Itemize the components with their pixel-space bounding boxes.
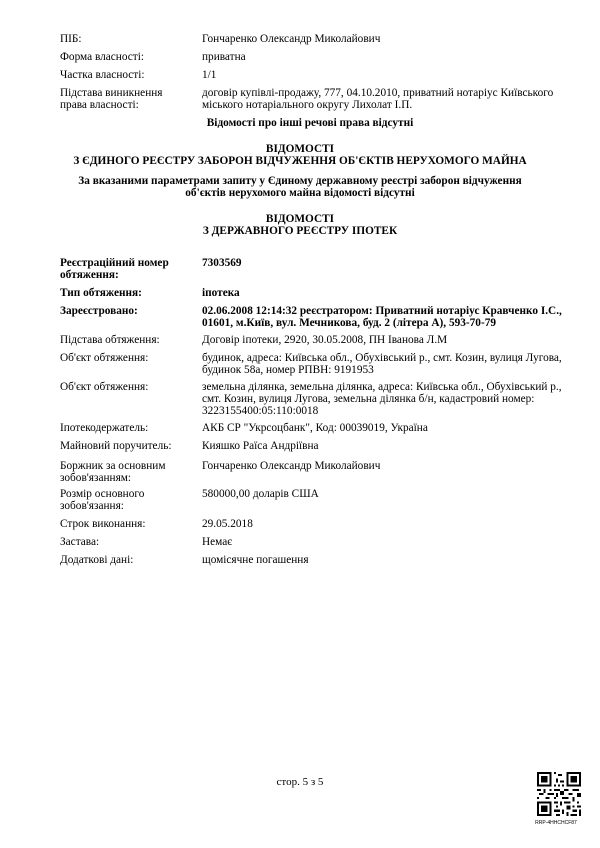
qr-code-caption: RRP-4HHCHCF87 [535, 820, 577, 826]
field-label: Форма власності: [60, 51, 145, 63]
field-value: Договір іпотеки, 2920, 30.05.2008, ПН Іванова Л.М [202, 334, 448, 346]
field-value: 7303569 [202, 257, 242, 269]
field-value: договір купівлі-продажу, 777, 04.10.2010, приватний нотаріус Київського міського нотаріального округу Лихолат І.П. [202, 87, 554, 111]
field-value: 29.05.2018 [202, 518, 253, 530]
field-value: Кияшко Раїса Андріївна [202, 440, 319, 452]
field-value: 1/1 [202, 69, 217, 81]
field-label: Боржник за основним зобов'язанням: [60, 460, 166, 484]
field-value: 02.06.2008 12:14:32 реєстратором: Приватний нотаріус Кравченко І.С., 01601, м.Київ, вул. Мечникова, буд. 2 (літера А), 593-70-79 [202, 305, 562, 329]
qr-code-icon [537, 772, 581, 816]
field-label: ПІБ: [60, 33, 82, 45]
field-value: будинок, адреса: Київська обл., Обухівський р., смт. Козин, вулиця Лугова, будинок 58а, номер РПВН: 9191953 [202, 352, 562, 376]
field-label: Підстава виникнення права власності: [60, 87, 163, 111]
field-label: Підстава обтяження: [60, 334, 160, 346]
field-value: Гончаренко Олександр Миколайович [202, 33, 381, 45]
field-label: Об'єкт обтяження: [60, 381, 149, 393]
field-value: Гончаренко Олександр Миколайович [202, 460, 381, 472]
field-label: Майновий поручитель: [60, 440, 172, 452]
field-value: 580000,00 доларів США [202, 488, 319, 500]
field-label: Об'єкт обтяження: [60, 352, 149, 364]
field-label: Розмір основного зобов'язання: [60, 488, 145, 512]
bans-title-line2: З ЄДИНОГО РЕЄСТРУ ЗАБОРОН ВІДЧУЖЕННЯ ОБ'ЄКТІВ НЕРУХОМОГО МАЙНА [73, 155, 527, 167]
field-label: Частка власності: [60, 69, 145, 81]
field-label: Додаткові дані: [60, 554, 134, 566]
field-label: Тип обтяження: [60, 287, 142, 299]
field-label: Строк виконання: [60, 518, 146, 530]
bans-note-line2: об'єктів нерухомого майна відомості відсутні [185, 187, 415, 199]
mortgage-title-line1: ВІДОМОСТІ [265, 213, 335, 225]
field-value: АКБ СР "Укрсоцбанк", Код: 00039019, Україна [202, 422, 428, 434]
field-label: Реєстраційний номер обтяження: [60, 257, 169, 281]
mortgage-title-line2: З ДЕРЖАВНОГО РЕЄСТРУ ІПОТЕК [202, 225, 398, 237]
field-value: приватна [202, 51, 246, 63]
bans-note-line1: За вказаними параметрами запиту у Єдиному державному реєстрі заборон відчуження [78, 175, 522, 187]
field-label: Іпотекодержатель: [60, 422, 149, 434]
field-value: Немає [202, 536, 233, 548]
field-value: щомісячне погашення [202, 554, 309, 566]
page-number: стор. 5 з 5 [276, 776, 324, 788]
field-value: земельна ділянка, земельна ділянка, адреса: Київська обл., Обухівський р., смт. Козин, вулиця Лугова, земельна ділянка б/н, кадастровий номер: 3223155400:05:110:0018 [202, 381, 562, 417]
field-label: Зареєстровано: [60, 305, 138, 317]
bans-title-line1: ВІДОМОСТІ [265, 143, 335, 155]
field-label: Застава: [60, 536, 100, 548]
other-rights-note: Відомості про інші речові права відсутні [206, 117, 414, 129]
field-value: іпотека [202, 287, 240, 299]
